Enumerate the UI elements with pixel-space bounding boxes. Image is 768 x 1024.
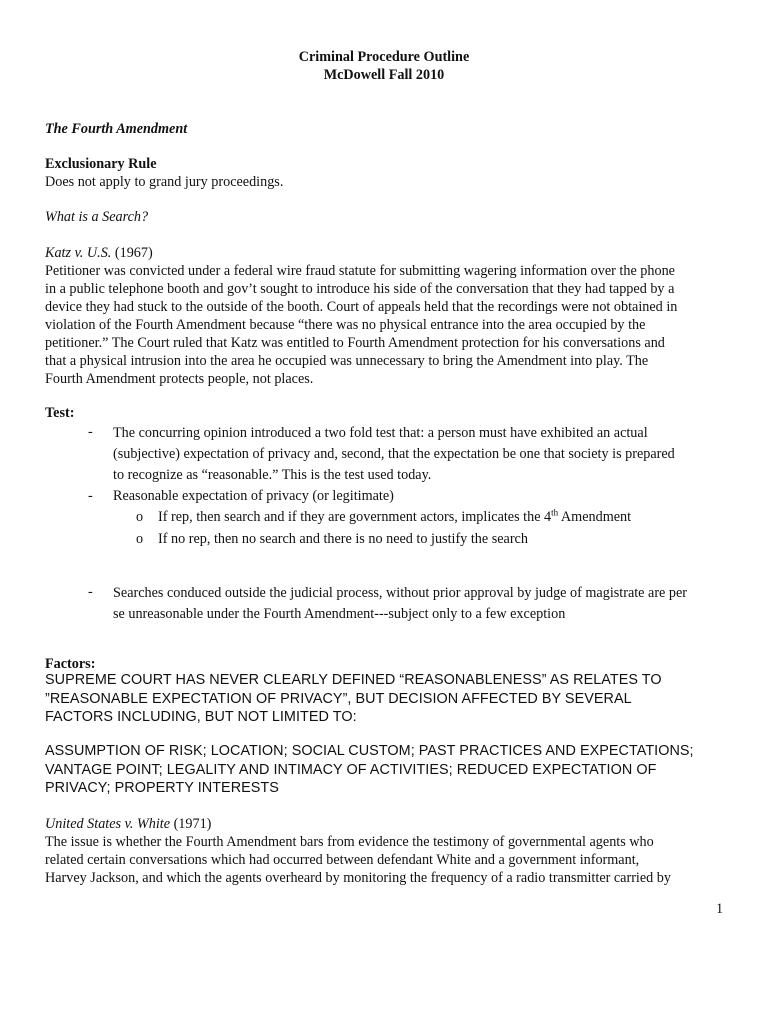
factors-paragraph-2: [45, 742, 725, 798]
page-number: 1: [716, 901, 724, 917]
paragraph-line: ASSUMPTION OF RISK; LOCATION; SOCIAL CUSTOM; PAST PRACTICES AND EXPECTATIONS;: [45, 743, 694, 759]
paragraph-line: ”REASONABLE EXPECTATION OF PRIVACY”, BUT DECISION AFFECTED BY SEVERAL: [45, 690, 632, 707]
paragraph-line: Fourth Amendment protects people, not places.: [45, 371, 314, 387]
paragraph-line: related certain conversations which had occurred between defendant White and a government informant,: [45, 852, 640, 868]
sub-bullet-marker: o: [136, 509, 144, 525]
document-title: Criminal Procedure Outline: [298, 49, 470, 65]
bullet-line: Searches conduced outside the judicial process, without prior approval by judge of magistrate are per: [113, 585, 688, 601]
exclusionary-rule-heading: Exclusionary Rule: [45, 156, 157, 172]
bullet-line: to recognize as “reasonable.” This is the test used today.: [113, 467, 432, 483]
katz-paragraph: [45, 262, 725, 388]
test-sub-bullet-1: If rep, then search and if they are government actors, implicates the 4th Amendment: [158, 507, 632, 525]
katz-case-name: Katz v. U.S.: [45, 245, 112, 261]
paragraph-line: that a physical intrusion into the area he occupied was unnecessary to bring the Amendment into play. The: [45, 353, 649, 369]
search-question: What is a Search?: [45, 209, 149, 225]
paragraph-line: device they had stuck to the outside of the booth. Court of appeals held that the recordings were not obtained in: [45, 299, 678, 315]
test-bullet-2: Reasonable expectation of privacy (or legitimate): [113, 488, 394, 504]
bullet-dash: -: [88, 424, 93, 440]
white-case-year: (1971): [170, 816, 212, 832]
bullet-line: se unreasonable under the Fourth Amendment---subject only to a few exception: [113, 606, 566, 622]
paragraph-line: PRIVACY; PROPERTY INTERESTS: [45, 780, 279, 797]
bullet-dash: -: [88, 488, 93, 504]
paragraph-line: FACTORS INCLUDING, BUT NOT LIMITED TO:: [45, 709, 357, 726]
factors-paragraph-1: [45, 671, 725, 727]
paragraph-line: in a public telephone booth and gov’t sought to introduce his side of the conversation that they had tapped by a: [45, 281, 675, 297]
paragraph-line: SUPREME COURT HAS NEVER CLEARLY DEFINED “REASONABLENESS” AS RELATES TO: [45, 672, 662, 688]
bullet-line: The concurring opinion introduced a two fold test that: a person must have exhibited an actual: [113, 425, 648, 441]
sub-bullet-marker: o: [136, 531, 144, 547]
white-case-heading: [45, 815, 725, 833]
bullet-line: (subjective) expectation of privacy and, second, that the expectation be one that society is prepared: [113, 446, 675, 462]
factors-heading: Factors:: [45, 656, 96, 672]
test-bullet-1: [113, 423, 725, 486]
paragraph-line: violation of the Fourth Amendment because “there was no physical entrance into the area occupied by the: [45, 317, 646, 333]
katz-case-year: (1967): [111, 245, 153, 261]
paragraph-line: Harvey Jackson, and which the agents overheard by monitoring the frequency of a radio transmitter carried by: [45, 870, 671, 886]
katz-case-heading: [45, 244, 725, 262]
bullet-dash: -: [88, 584, 93, 600]
section-heading: The Fourth Amendment: [45, 121, 188, 137]
paragraph-line: petitioner.” The Court ruled that Katz was entitled to Fourth Amendment protection for his conversations and: [45, 335, 665, 351]
paragraph-line: VANTAGE POINT; LEGALITY AND INTIMACY OF ACTIVITIES; REDUCED EXPECTATION OF: [45, 761, 657, 778]
white-case-name: United States v. White: [45, 816, 171, 832]
paragraph-line: The issue is whether the Fourth Amendment bars from evidence the testimony of governmental agents who: [45, 834, 654, 850]
paragraph-line: Petitioner was convicted under a federal wire fraud statute for submitting wagering information over the phone: [45, 263, 675, 279]
test-heading: Test:: [45, 405, 75, 421]
test-sub-bullet-2: If no rep, then no search and there is no need to justify the search: [158, 531, 528, 547]
exclusionary-rule-text: Does not apply to grand jury proceedings.: [45, 174, 284, 190]
test-bullet-3: [113, 583, 725, 625]
document-subtitle: McDowell Fall 2010: [323, 67, 445, 83]
white-paragraph: [45, 833, 725, 887]
